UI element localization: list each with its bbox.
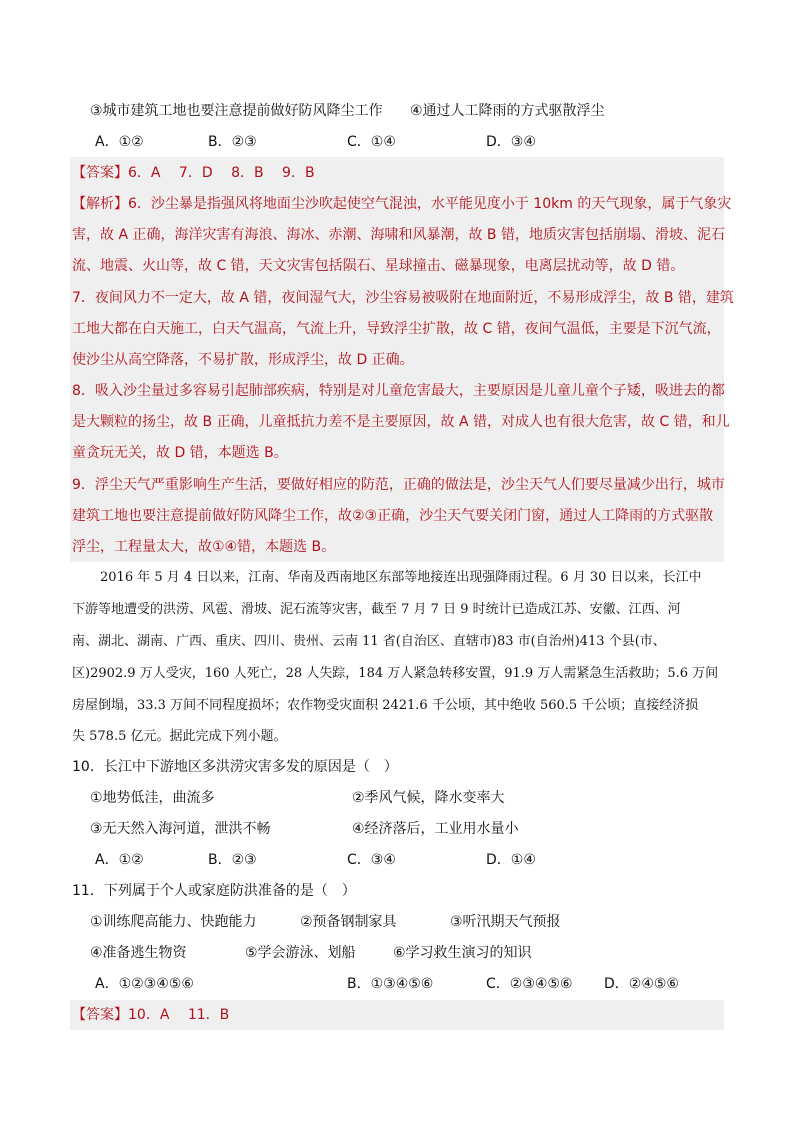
q11-option-b: B．①③④⑤⑥ [347,976,434,992]
answer2-tag: 【答案】 [72,1007,128,1023]
q11-option-c: C．②③④⑤⑥ [486,976,573,992]
analysis-line-4: 7．夜间风力不一定大，故 A 错，夜间湿气大，沙尘容易被吸附在地面附近，不易形成浮尘，故 B 错，建筑 [72,290,734,306]
analysis-line-8: 是大颗粒的扬尘，故 B 正确，儿童抵抗力差不是主要原因，故 A 错，对成人也有很大危害，故 C 错，和儿 [72,414,730,430]
option-c: C．①④ [347,134,396,150]
q10-option-c: C．③④ [347,852,396,868]
q11-statement-1: ①训练爬高能力、快跑能力 [90,914,257,930]
q11-statement-4: ④准备逃生物资 [90,945,187,961]
q10-statement-2: ②季风气候，降水变率大 [352,790,505,806]
q11-statement-2: ②预备钢制家具 [300,914,397,930]
answer2-text: 10．A 11．B [128,1007,230,1023]
answer-block-1 [72,163,315,183]
material-line-4: 区)2902.9 万人受灾，160 人死亡，28 人失踪，184 万人紧急转移安置，91.9 万人需紧急生活救助；5.6 万间 [72,666,719,681]
analysis-line-1: 【解析】6．沙尘暴是指强风将地面尘沙吹起使空气混浊，水平能见度小于 10km 的天气现象，属于气象灾 [72,196,732,212]
analysis-line-9: 童贪玩无关，故 D 错，本题选 B。 [72,445,288,461]
q10-option-d: D．①④ [486,852,536,868]
q10-option-b: B．②③ [208,852,257,868]
q10-statement-3: ③无天然入海河道，泄洪不畅 [90,821,271,837]
material-line-5: 房屋倒塌，33.3 万间不同程度损坏；农作物受灾面积 2421.6 千公顷，其中绝收 560.5 千公顷；直接经济损 [72,698,699,713]
q10-statement-1: ①地势低洼，曲流多 [90,790,215,806]
statement-4: ④通过人工降雨的方式驱散浮尘 [410,103,605,119]
q10-stem: 10．长江中下游地区多洪涝灾害多发的原因是（ ） [72,759,398,775]
q11-option-d: D．②④⑤⑥ [604,976,679,992]
q10-statement-4: ④经济落后，工业用水量小 [352,821,519,837]
q11-statement-5: ⑤学会游泳、划船 [245,945,356,961]
option-a: A．①② [95,134,144,150]
analysis-tag: 【解析】 [72,196,128,212]
analysis-line-11: 建筑工地也要注意提前做好防风降尘工作，故②③正确，沙尘天气要关闭门窗，通过人工降雨的方式驱散 [72,508,714,524]
q11-stem: 11．下列属于个人或家庭防洪准备的是（ ） [72,883,356,899]
q11-statement-6: ⑥学习救生演习的知识 [393,945,532,961]
analysis-line-12: 浮尘，工程量太大，故①④错，本题选 B。 [72,539,336,555]
answer-text: 6．A 7．D 8．B 9．B [128,165,315,181]
material-line-1: 2016 年 5 月 4 日以来，江南、华南及西南地区东部等地接连出现强降雨过程。6 月 30 日以来，长江中 [100,570,702,585]
analysis-line-2: 害，故 A 正确，海洋灾害有海浪、海冰、赤潮、海啸和风暴潮，故 B 错，地质灾害包括崩塌、滑坡、泥石 [72,227,725,243]
analysis-line-6: 使沙尘从高空降落，不易扩散，形成浮尘，故 D 正确。 [72,352,414,368]
material-line-2: 下游等地遭受的洪涝、风雹、滑坡、泥石流等灾害，截至 7 月 7 日 9 时统计已造成江苏、安徽、江西、河 [72,602,681,617]
option-b: B．②③ [208,134,257,150]
q10-option-a: A．①② [95,852,144,868]
q11-statement-3: ③听汛期天气预报 [450,914,561,930]
material-line-3: 南、湖北、湖南、广西、重庆、四川、贵州、云南 11 省(自治区、直辖市)83 市(自治州)413 个县(市、 [72,634,666,649]
answer-block-2 [72,1005,229,1025]
answer-tag: 【答案】 [72,165,128,181]
analysis-line-10: 9．浮尘天气严重影响生产生活，要做好相应的防范，正确的做法是，沙尘天气人们要尽量减少出行，城市 [72,477,725,493]
q11-option-a: A．①②③④⑤⑥ [95,976,194,992]
statement-3: ③城市建筑工地也要注意提前做好防风降尘工作 [90,103,383,119]
analysis-line-7: 8．吸入沙尘量过多容易引起肺部疾病，特别是对儿童危害最大，主要原因是儿童儿童个子矮，吸进去的都 [72,383,725,399]
analysis-line-3: 流、地震、火山等，故 C 错，天文灾害包括陨石、星球撞击、磁暴现象，电离层扰动等，故 D 错。 [72,258,685,274]
material-line-6: 失 578.5 亿元。据此完成下列小题。 [72,729,287,744]
option-d: D．③④ [486,134,536,150]
analysis-line-5: 工地大都在白天施工，白天气温高，气流上升，导致浮尘扩散，故 C 错，夜间气温低，主要是下沉气流， [72,321,721,337]
